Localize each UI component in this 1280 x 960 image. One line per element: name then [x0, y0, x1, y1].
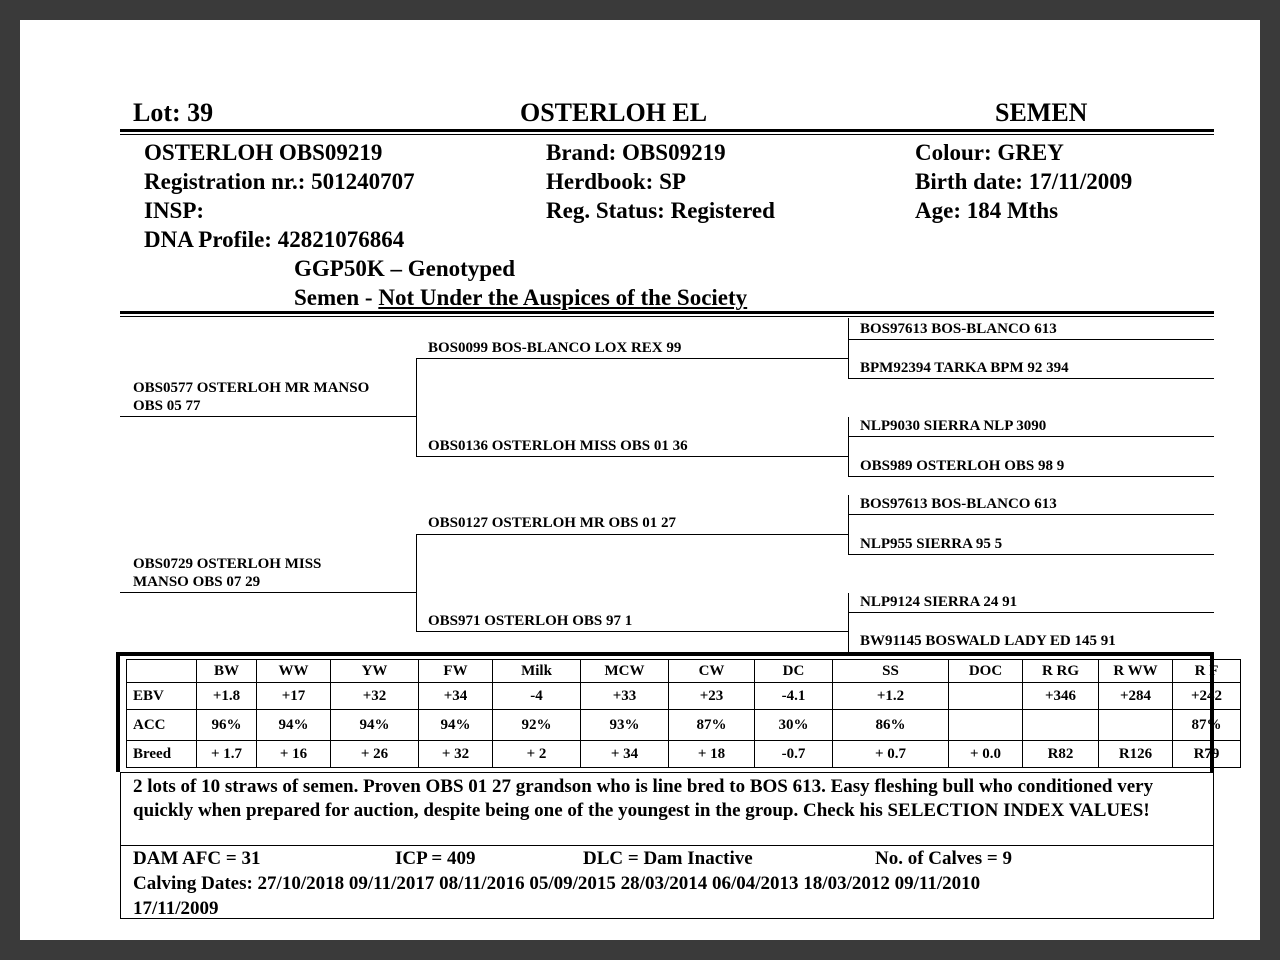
ebv-cell: -4 [493, 683, 581, 710]
header-rule-top [120, 129, 1214, 132]
ebv-cell: 96% [197, 710, 257, 741]
ebv-row [127, 683, 1241, 710]
ebv-cell [949, 710, 1023, 741]
ebv-header-cell: MCW [581, 660, 669, 683]
calving-dates: Calving Dates: 27/10/2018 09/11/2017 08/11/2016 05/09/2015 28/03/2014 06/04/2013 18/03/2012 09/11/2010 [133, 873, 981, 894]
colour: Colour: GREY [915, 140, 1064, 165]
ebv-cell: 94% [257, 710, 331, 741]
sire-code: OBS 05 77 [133, 398, 201, 414]
pedigree-sire-dam: OBS0136 OSTERLOH MISS OBS 01 36 [428, 438, 688, 454]
gen3-line-2 [848, 378, 1214, 379]
sire-name: OBS0577 OSTERLOH MR MANSO [133, 380, 370, 396]
ebv-cell: 93% [581, 710, 669, 741]
ebv-header-cell: CW [669, 660, 755, 683]
sire-line [120, 416, 416, 417]
gen3-line-6 [848, 554, 1214, 555]
ebv-cell: + 34 [581, 741, 669, 768]
ebv-cell: 87% [669, 710, 755, 741]
gen3-6: NLP955 SIERRA 95 5 [860, 536, 1003, 552]
ebv-cell [1023, 710, 1099, 741]
gen3-connector-1 [848, 318, 849, 358]
ebv-cell: 87% [1173, 710, 1241, 741]
ebv-table [126, 659, 1241, 768]
ebv-header-cell: WW [257, 660, 331, 683]
catalogue-page [20, 20, 1260, 940]
ebv-cell: 92% [493, 710, 581, 741]
ebv-cell: 94% [419, 710, 493, 741]
ebv-cell: + 2 [493, 741, 581, 768]
ebv-cell: +284 [1099, 683, 1173, 710]
header-rule-bottom [120, 134, 1214, 135]
dam-sire-line [416, 534, 848, 535]
ebv-cell: R79 [1173, 741, 1241, 768]
ebv-cell: -4.1 [755, 683, 833, 710]
ebv-row-label: Breed [127, 741, 197, 768]
animal-id: OSTERLOH OBS09219 [144, 140, 383, 165]
semen-auspices-status: Not Under the Auspices of the Society [378, 285, 748, 310]
ebv-header-cell: R F [1173, 660, 1241, 683]
pedigree-dam-dam: OBS971 OSTERLOH OBS 97 1 [428, 613, 633, 629]
info-rule-bottom [120, 316, 1214, 317]
pedigree-dam-sire: OBS0127 OSTERLOH MR OBS 01 27 [428, 515, 676, 531]
gen3-4: OBS989 OSTERLOH OBS 98 9 [860, 458, 1065, 474]
ebv-cell: + 32 [419, 741, 493, 768]
gen3-line-7 [848, 612, 1214, 613]
lot-type: SEMEN [995, 98, 1088, 127]
pedigree-sire-sire-label: BOS0099 BOS-BLANCO LOX REX 99 [428, 340, 682, 356]
ebv-cell: R82 [1023, 741, 1099, 768]
registration-number: Registration nr.: 501240707 [144, 169, 415, 194]
ebv-cell: + 26 [331, 741, 419, 768]
gen3-line-3 [848, 436, 1214, 437]
semen-status-line [294, 285, 747, 311]
ebv-cell: +32 [331, 683, 419, 710]
lot-number: Lot: 39 [133, 98, 214, 127]
gen3-5: BOS97613 BOS-BLANCO 613 [860, 496, 1057, 512]
ebv-header-cell: R WW [1099, 660, 1173, 683]
sire-connector [416, 358, 417, 457]
ebv-cell [1099, 710, 1173, 741]
ebv-cell: +1.2 [833, 683, 949, 710]
info-rule-top [120, 311, 1214, 314]
gen3-connector-3 [848, 417, 849, 476]
dam-icp: ICP = 409 [395, 848, 476, 869]
ebv-header-cell: Milk [493, 660, 581, 683]
ebv-header-cell [127, 660, 197, 683]
ebv-header-cell: FW [419, 660, 493, 683]
ebv-cell: + 1.7 [197, 741, 257, 768]
ebv-cell: +34 [419, 683, 493, 710]
ebv-header-cell: DOC [949, 660, 1023, 683]
sire-dam-line [416, 456, 848, 457]
age: Age: 184 Mths [915, 198, 1059, 223]
dam-afc: DAM AFC = 31 [133, 848, 261, 869]
dna-profile: DNA Profile: 42821076864 [144, 227, 405, 252]
gen3-8: BW91145 BOSWALD LADY ED 145 91 [860, 633, 1116, 649]
dam-connector [416, 534, 417, 632]
ebv-cell: 94% [331, 710, 419, 741]
ebv-cell: + 18 [669, 741, 755, 768]
pedigree-dam [133, 555, 321, 591]
gen3-1: BOS97613 BOS-BLANCO 613 [860, 321, 1057, 337]
registration-status: Reg. Status: Registered [546, 198, 775, 223]
gen3-2: BPM92394 TARKA BPM 92 394 [860, 360, 1069, 376]
ebv-header-row [127, 660, 1241, 683]
ebv-row-label: EBV [127, 683, 197, 710]
dam-code: MANSO OBS 07 29 [133, 574, 261, 590]
ebv-cell: + 16 [257, 741, 331, 768]
ebv-header-cell: R RG [1023, 660, 1099, 683]
dam-line [120, 592, 416, 593]
gen3-connector-5 [848, 593, 849, 652]
calving-dates-continued: 17/11/2009 [133, 898, 219, 919]
insp-label: INSP: [144, 198, 205, 223]
gen3-3: NLP9030 SIERRA NLP 3090 [860, 418, 1047, 434]
ebv-header-cell: SS [833, 660, 949, 683]
pedigree-sire [133, 379, 369, 415]
sire-sire-line [416, 358, 848, 359]
dam-dlc: DLC = Dam Inactive [583, 848, 753, 869]
acc-row [127, 710, 1241, 741]
herdbook: Herdbook: SP [546, 169, 686, 194]
lot-comment: 2 lots of 10 straws of semen. Proven OBS 01 27 grandson who is line bred to BOS 613. Easy fleshing bull who conditioned very quickly when prepared for auction, despite being one of the youngest in the group. Check his SELECTION INDEX VALUES! [133, 776, 1154, 821]
ebv-cell: + 0.7 [833, 741, 949, 768]
ebv-cell: 30% [755, 710, 833, 741]
semen-prefix: Semen - [294, 285, 379, 310]
gen3-connector-2 [848, 358, 849, 378]
ebv-header-cell: YW [331, 660, 419, 683]
brand: Brand: OBS09219 [546, 140, 726, 165]
ebv-cell [949, 683, 1023, 710]
dam-dam-line [416, 631, 848, 632]
gen3-connector-4 [848, 495, 849, 554]
ebv-header-cell: BW [197, 660, 257, 683]
gen3-7: NLP9124 SIERRA 24 91 [860, 594, 1018, 610]
ebv-cell: -0.7 [755, 741, 833, 768]
genotype-status: GGP50K – Genotyped [294, 256, 516, 281]
ebv-cell: +33 [581, 683, 669, 710]
gen3-line-1 [848, 339, 1214, 340]
ebv-cell: + 0.0 [949, 741, 1023, 768]
ebv-cell: +346 [1023, 683, 1099, 710]
ebv-row-label: ACC [127, 710, 197, 741]
ebv-cell: 86% [833, 710, 949, 741]
ebv-cell: +23 [669, 683, 755, 710]
ebv-header-cell: DC [755, 660, 833, 683]
ebv-cell: +242 [1173, 683, 1241, 710]
birth-date: Birth date: 17/11/2009 [915, 169, 1133, 194]
ebv-cell: R126 [1099, 741, 1173, 768]
gen3-line-5 [848, 514, 1214, 515]
breed-row [127, 741, 1241, 768]
animal-name: OSTERLOH EL [520, 98, 708, 127]
ebv-cell: +1.8 [197, 683, 257, 710]
dam-calves-count: No. of Calves = 9 [875, 848, 1012, 869]
dam-name: OBS0729 OSTERLOH MISS [133, 556, 322, 572]
gen3-line-4 [848, 476, 1214, 477]
ebv-cell: +17 [257, 683, 331, 710]
